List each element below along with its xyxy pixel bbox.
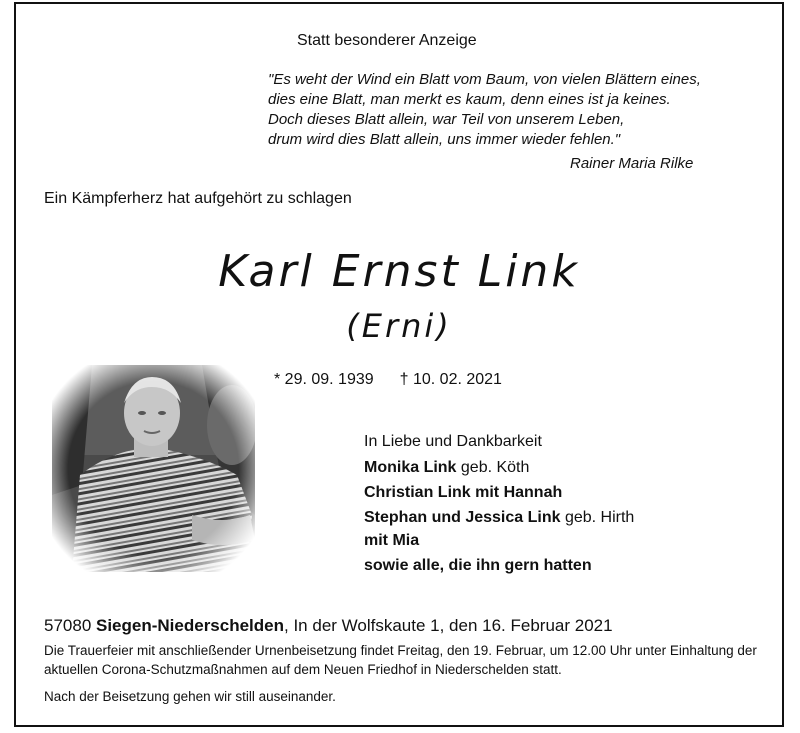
mourner-name: Monika Link: [364, 459, 457, 476]
intro-text: Ein Kämpferherz hat aufgehört zu schlagen: [44, 190, 352, 207]
mourner-entry: [364, 456, 634, 479]
address-date: , In der Wolfskaute 1, den 16. Februar 2021: [284, 616, 613, 635]
poem-author: Rainer Maria Rilke: [570, 155, 694, 172]
mourner-name: sowie alle, die ihn gern hatten: [364, 557, 592, 574]
poem: [268, 70, 701, 150]
mourner-entry: [364, 529, 634, 552]
poem-line: dies eine Blatt, man merkt es kaum, denn eines ist ja keines.: [268, 91, 671, 108]
closing-note: Nach der Beisetzung gehen wir still auseinander.: [44, 689, 336, 704]
mourner-suffix: geb. Hirth: [560, 509, 635, 526]
mourner-entry: [364, 506, 634, 529]
obituary-notice: [14, 2, 784, 727]
mourners-intro: In Liebe und Dankbarkeit: [364, 433, 542, 450]
mourners-block: [364, 430, 634, 577]
mourner-name: Christian Link mit Hannah: [364, 484, 563, 501]
deceased-nickname: (Erni): [346, 307, 452, 345]
birth-date: * 29. 09. 1939: [274, 371, 374, 388]
mourner-entry: [364, 481, 634, 504]
death-date: † 10. 02. 2021: [399, 371, 502, 388]
life-dates: [274, 371, 502, 389]
portrait-photo: [52, 365, 255, 572]
place-and-date: [44, 616, 613, 636]
city: Siegen-Niederschelden: [96, 616, 285, 635]
service-info: Die Trauerfeier mit anschließender Urnenbeisetzung findet Freitag, den 19. Februar, um 12.00 Uhr unter Einhaltung der aktuellen Corona-Schutzmaßnahmen auf dem Neuen Friedhof in Niederschelden statt.: [44, 643, 757, 677]
mourner-name: mit Mia: [364, 532, 420, 549]
postcode: 57080: [44, 616, 96, 635]
deceased-name: Karl Ernst Link: [218, 246, 580, 297]
mourner-entry: [364, 554, 634, 577]
notice-header: Statt besonderer Anzeige: [297, 32, 477, 49]
poem-line: Doch dieses Blatt allein, war Teil von unserem Leben,: [268, 111, 625, 128]
mourner-suffix: geb. Köth: [456, 459, 530, 476]
poem-line: drum wird dies Blatt allein, uns immer wieder fehlen.": [268, 131, 621, 148]
poem-line: "Es weht der Wind ein Blatt vom Baum, von vielen Blättern eines,: [268, 71, 701, 88]
mourner-name: Stephan und Jessica Link: [364, 509, 561, 526]
